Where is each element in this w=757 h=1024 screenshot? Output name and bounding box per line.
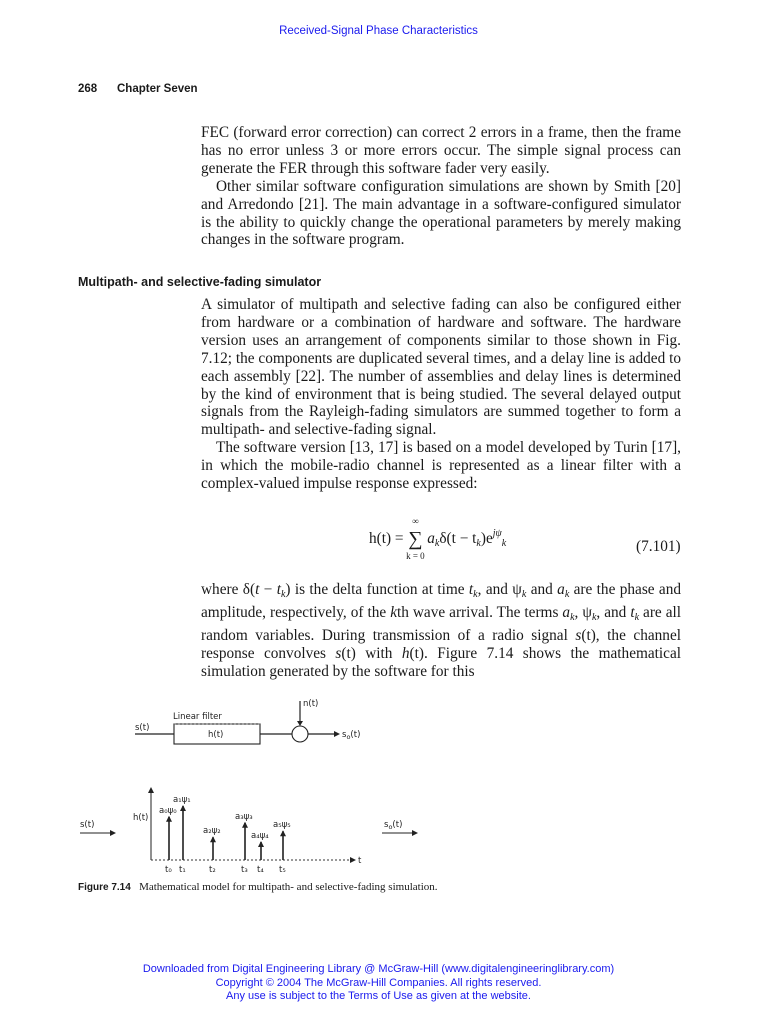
impulse-time-label: t₃	[241, 865, 248, 875]
impulse-time-label: t₅	[279, 865, 286, 875]
h-axis-label: h(t)	[133, 813, 149, 823]
equation-number: (7.101)	[636, 538, 681, 555]
figure-7-14	[78, 690, 428, 875]
impulse-time-label: t₀	[165, 865, 172, 875]
impulse-arrowhead	[210, 836, 216, 842]
summing-junction	[292, 726, 308, 742]
exponent: jψ	[492, 528, 502, 539]
impulse-time-label: t₄	[257, 865, 264, 875]
impulse-label: a₄ψ₄	[251, 831, 269, 841]
section-heading: Multipath- and selective-fading simulator	[78, 275, 322, 289]
noise-arrowhead	[297, 721, 303, 726]
figure-caption	[78, 880, 438, 895]
filter-label: Linear filter	[173, 712, 222, 722]
response-output-arrowhead	[412, 830, 418, 836]
footer-copyright: Copyright © 2004 The McGraw-Hill Companies. All rights reserved.	[215, 976, 542, 989]
impulse-arrowhead	[180, 805, 186, 811]
paragraph-software-version: The software version [13, 17] is based on a model developed by Turin [17], in which the mobile-radio channel is represented as a linear filter with a complex-valued impulse response expressed:	[201, 439, 681, 493]
time-axis-arrowhead	[350, 857, 356, 863]
footer	[0, 963, 757, 1004]
caption-text: Mathematical model for multipath- and selective-fading simulation.	[139, 881, 438, 893]
time-axis-label: t	[358, 856, 362, 866]
filter-function-label: h(t)	[208, 730, 224, 740]
amplitude-symbol: a	[427, 530, 435, 547]
response-input-label: s(t)	[80, 820, 95, 830]
paragraph-hardware-simulator: A simulator of multipath and selective fading can also be configured either from hardware or a combination of hardware and software. The hardware version uses an arrangement of components similar to those shown in Fig. 7.12; the components are duplicated several times, and a delay line is added to each assembly [22]. The number of assemblies and delay lines is determined by the kind of environment that is being studied. The several delayed output signals from the Rayleigh-fading simulators are summed together to form a multipath- and selective-fading signal.	[201, 296, 681, 439]
filter-input-label: s(t)	[135, 723, 150, 733]
linear-filter-diagram	[135, 699, 360, 744]
text-block-1	[201, 124, 681, 249]
delta-term: δ(t − t	[439, 530, 477, 547]
equation-7-101	[369, 516, 507, 561]
noise-label: n(t)	[303, 699, 319, 709]
footer-download-link[interactable]: Downloaded from Digital Engineering Library @ McGraw-Hill (www.digitalengineeringlibrary.com)	[142, 963, 615, 975]
response-output-label: $s_o(t)$	[384, 820, 403, 831]
exponential-term: )e	[480, 530, 493, 547]
paragraph-where: where $\delta(t - t_k)$ is the delta function at time $t_k$, and $\psi_k$ and $a_k$ are the phase and amplitude, respectively, of the kth wave arrival. The terms $a_k$, $\psi_k$, and $t_k$ are all random variables. During transmission of a radio signal s(t), the channel response convolves s(t) with h(t). Figure 7.14 shows the mathematical simulation generated by the software for this	[201, 581, 682, 680]
page-number: 268	[78, 83, 98, 95]
text-block-3	[201, 581, 681, 681]
impulse-label: a₅ψ₅	[273, 820, 291, 831]
footer-terms-link[interactable]: Any use is subject to the Terms of Use as given at the website.	[226, 990, 531, 1002]
text-block-2	[201, 296, 681, 493]
sum-lower-limit: k = 0	[406, 551, 425, 561]
output-arrowhead	[334, 731, 340, 737]
summation-operator	[406, 516, 425, 561]
impulse-arrowhead	[258, 841, 264, 847]
output-label: $s_o(t)$	[342, 730, 361, 741]
response-input-arrowhead	[110, 830, 116, 836]
sum-upper-limit: ∞	[412, 516, 419, 526]
exponent-subscript: k	[501, 538, 507, 549]
delay-subscript: k	[476, 538, 481, 549]
impulse-label: a₀ψ₀	[159, 805, 177, 816]
chapter-title: Chapter Seven	[117, 83, 198, 95]
paragraph-software-configuration: Other similar software configuration simulations are shown by Smith [20] and Arredondo [21]. The main advantage in a software-configured simulator is the ability to quickly change the operational parameters by merely making changes in the software program.	[201, 177, 681, 249]
impulse-response-diagram	[80, 787, 418, 875]
impulse-label: a₂ψ₂	[203, 826, 221, 837]
impulse-arrowhead	[242, 822, 248, 828]
impulse-time-label: t₂	[209, 865, 216, 875]
vertical-axis-arrowhead	[148, 787, 154, 793]
amplitude-subscript: k	[434, 538, 440, 549]
impulse-arrowhead	[280, 830, 286, 836]
impulse-label: a₁ψ₁	[173, 795, 191, 805]
impulse-group	[159, 795, 291, 875]
running-head[interactable]: Received-Signal Phase Characteristics	[279, 25, 478, 37]
sum-symbol: ∑	[408, 528, 423, 550]
impulse-label: a₃ψ₃	[235, 811, 253, 822]
equation-lhs: h(t) =	[369, 530, 408, 547]
paragraph-fec: FEC (forward error correction) can correct 2 errors in a frame, then the frame has no error unless 3 or more errors occur. The simple signal process can generate the FER through this software fader very easily.	[201, 124, 681, 177]
impulse-time-label: t₁	[179, 865, 186, 875]
caption-label: Figure 7.14	[78, 882, 131, 893]
impulse-arrowhead	[166, 816, 172, 822]
